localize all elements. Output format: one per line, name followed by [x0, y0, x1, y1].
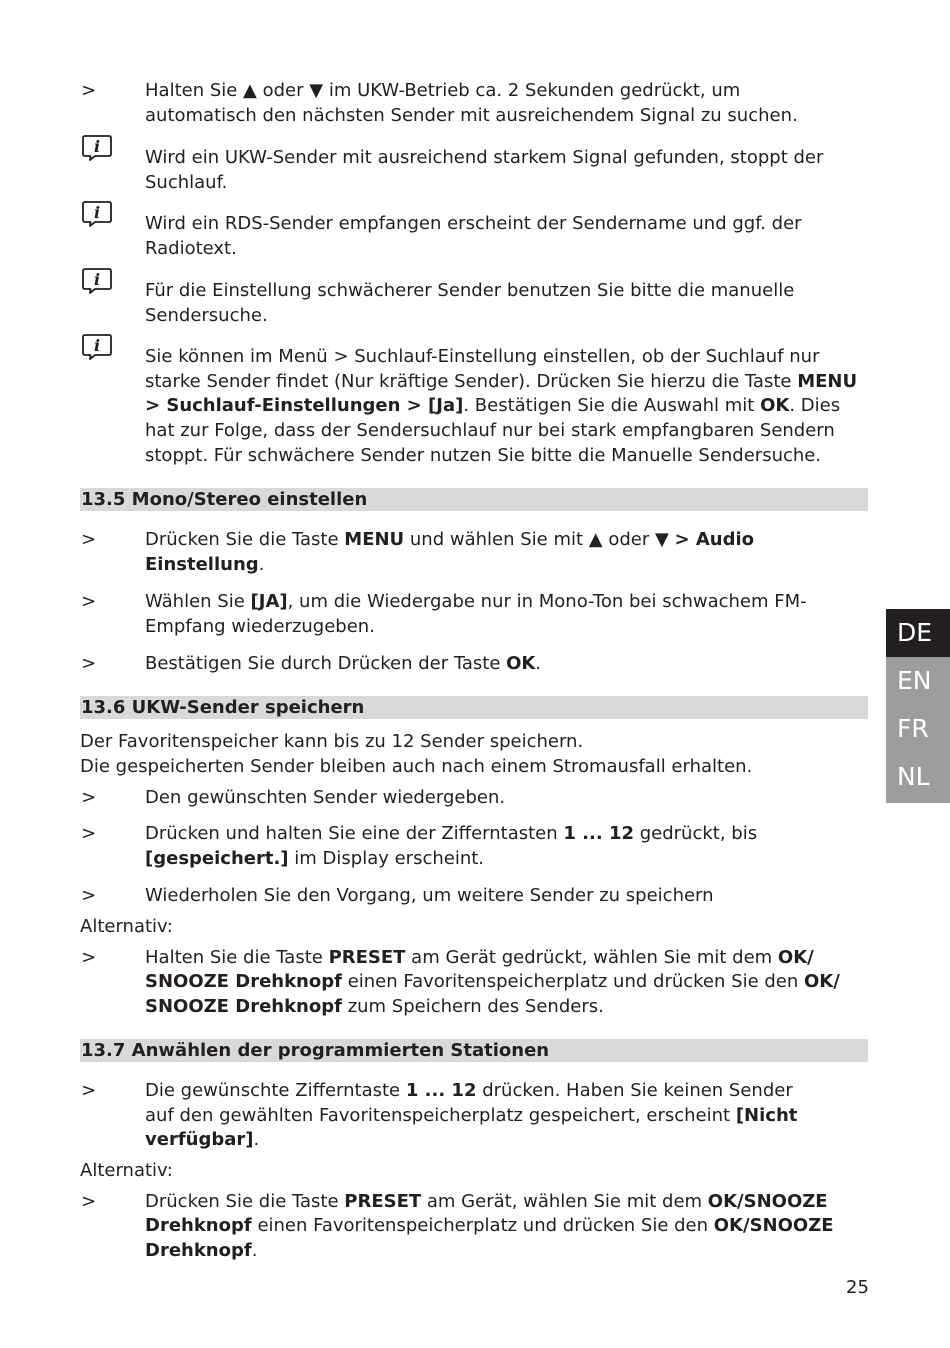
language-tab-de: DE [886, 609, 950, 657]
info-icon [81, 200, 113, 228]
step-text: Die gewünschte Zifferntaste 1 ... 12 drücken. Haben Sie keinen Sender [145, 1080, 793, 1101]
note-text: > Suchlauf-Einstellungen > [Ja]. Bestätigen Sie die Auswahl mit OK. Dies [145, 395, 841, 416]
note-text: Suchlauf. [145, 172, 228, 193]
note-text: Wird ein UKW-Sender mit ausreichend starkem Signal gefunden, stoppt der [145, 147, 824, 168]
bullet-marker: > [81, 653, 97, 674]
svg-text:i: i [93, 336, 101, 355]
bullet-marker: > [81, 885, 97, 906]
bullet-marker: > [81, 80, 97, 101]
page-number: 25 [846, 1277, 869, 1298]
step-text: Drehknopf. [145, 1240, 258, 1261]
language-tab-nl: NL [897, 762, 930, 791]
note-text: hat zur Folge, dass der Sendersuchlauf nur bei stark empfangbaren Sendern [145, 420, 835, 441]
step-text: automatisch den nächsten Sender mit ausreichendem Signal zu suchen. [145, 105, 798, 126]
step-text: Halten Sie die Taste PRESET am Gerät gedrückt, wählen Sie mit dem OK/ [145, 947, 814, 968]
svg-text:i: i [93, 270, 101, 289]
bullet-marker: > [81, 947, 97, 968]
step-text: SNOOZE Drehknopf einen Favoritenspeicherplatz und drücken Sie den OK/ [145, 971, 840, 992]
bullet-marker: > [81, 1191, 97, 1212]
step-text: Drücken und halten Sie eine der Zifferntasten 1 ... 12 gedrückt, bis [145, 823, 758, 844]
step-text: Wählen Sie [JA], um die Wiedergabe nur in Mono-Ton bei schwachem FM- [145, 591, 807, 612]
bullet-marker: > [81, 823, 97, 844]
info-icon [81, 267, 113, 295]
bullet-marker: > [81, 1080, 97, 1101]
step-text: Drücken Sie die Taste PRESET am Gerät, wählen Sie mit dem OK/SNOOZE [145, 1191, 828, 1212]
alternative-label: Alternativ: [80, 1160, 173, 1181]
section-heading-bar [80, 696, 868, 719]
step-text: [gespeichert.] im Display erscheint. [145, 848, 485, 869]
step-text: Empfang wiederzugeben. [145, 616, 375, 637]
language-tab-fr: FR [897, 714, 929, 743]
step-text: auf den gewählten Favoritenspeicherplatz gespeichert, erscheint [Nicht [145, 1105, 798, 1126]
paragraph-text: Der Favoritenspeicher kann bis zu 12 Sender speichern. [80, 731, 584, 752]
note-text: stoppt. Für schwächere Sender nutzen Sie bitte die Manuelle Sendersuche. [145, 445, 822, 466]
note-text: Für die Einstellung schwächerer Sender benutzen Sie bitte die manuelle [145, 280, 795, 301]
step-text: Einstellung. [145, 554, 265, 575]
step-text: SNOOZE Drehknopf zum Speichern des Senders. [145, 996, 604, 1017]
language-tabs [886, 609, 950, 803]
section-title: 13.7 Anwählen der programmierten Stationen [81, 1040, 550, 1061]
info-icon [81, 134, 113, 162]
step-text: Wiederholen Sie den Vorgang, um weitere Sender zu speichern [145, 885, 714, 906]
alternative-label: Alternativ: [80, 916, 173, 937]
note-text: Radiotext. [145, 238, 237, 259]
bullet-marker: > [81, 591, 97, 612]
step-text: verfügbar]. [145, 1129, 260, 1150]
note-text: Sendersuche. [145, 305, 268, 326]
paragraph-text: Die gespeicherten Sender bleiben auch nach einem Stromausfall erhalten. [80, 756, 753, 777]
svg-text:i: i [93, 137, 101, 156]
bullet-marker: > [81, 787, 97, 808]
step-text: Drücken Sie die Taste MENU und wählen Sie mit ▲ oder ▼ > Audio [145, 529, 755, 550]
step-text: Halten Sie ▲ oder ▼ im UKW-Betrieb ca. 2 Sekunden gedrückt, um [145, 80, 741, 101]
section-title: 13.6 UKW-Sender speichern [81, 697, 365, 718]
step-text: Bestätigen Sie durch Drücken der Taste OK. [145, 653, 542, 674]
bullet-marker: > [81, 529, 97, 550]
language-tab-en: EN [897, 666, 932, 695]
note-text: Sie können im Menü > Suchlauf-Einstellung einstellen, ob der Suchlauf nur [145, 346, 820, 367]
note-text: Wird ein RDS-Sender empfangen erscheint der Sendername und ggf. der [145, 213, 802, 234]
section-heading-bar [80, 1039, 868, 1062]
svg-text:i: i [93, 203, 101, 222]
section-title: 13.5 Mono/Stereo einstellen [81, 489, 368, 510]
section-heading-bar [80, 488, 868, 511]
step-text: Drehknopf einen Favoritenspeicherplatz und drücken Sie den OK/SNOOZE [145, 1215, 834, 1236]
step-text: Den gewünschten Sender wiedergeben. [145, 787, 506, 808]
note-text: starke Sender findet (Nur kräftige Sender). Drücken Sie hierzu die Taste MENU [145, 371, 858, 392]
info-icon [81, 333, 113, 361]
